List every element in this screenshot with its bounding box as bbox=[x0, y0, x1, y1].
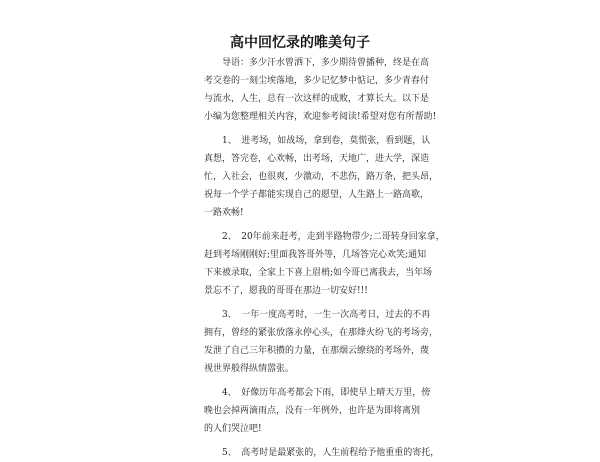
paragraph-line: 一路欢畅! bbox=[204, 208, 244, 218]
paragraph-line: 小编为您整理相关内容，欢迎参考阅读!希望对您有所帮助! bbox=[204, 112, 437, 122]
paragraph-line: 拥有，曾经的紧张放落永停心头，在那烽火纷飞的考场旁， bbox=[204, 328, 439, 338]
paragraph-line: 5、 高考时是最紧张的，人生前程给予他重重的寄托， bbox=[222, 448, 440, 458]
paragraph-line: 赶到考场刚刚好;里面我答哥外等，几场答完心欢笑;通知 bbox=[204, 250, 427, 260]
paragraph-line: 忙，入社会，也很爽，少激动，不悲伤，路万条，把头昂， bbox=[204, 172, 439, 182]
numbered-paragraph-5 bbox=[204, 444, 440, 462]
paragraph-line: 1、 进考场，如战场，拿到卷，莫慌张，看到题，认 bbox=[222, 136, 431, 146]
paragraph-line: 导语：多少汗水曾洒下，多少期待曾播种，终是在高 bbox=[222, 58, 430, 68]
paragraph-line: 祝每一个学子都能实现自己的愿望，人生路上一路高歌， bbox=[204, 190, 430, 200]
document-title: 高中回忆录的唯美句子 bbox=[230, 35, 370, 51]
numbered-paragraph-3 bbox=[204, 306, 439, 378]
paragraph-line: 4、 好像历年高考都会下雨，即使早上晴天万里，傍 bbox=[222, 388, 431, 398]
paragraph-line: 3、 一年一度高考时，一生一次高考日，过去的不再 bbox=[222, 310, 431, 320]
paragraph-line: 发泄了自己三年积攒的力量，在那烟云缭绕的考场外，蔑 bbox=[204, 346, 430, 356]
paragraph-line: 景忘不了，愿我的哥哥在那边一切安好!!! bbox=[204, 286, 368, 296]
document-body bbox=[204, 54, 445, 462]
paragraph-line: 下来被录取，全家上下喜上眉梢;如今哥已离我去，当年场 bbox=[204, 268, 433, 278]
paragraph-line: 与流水，人生，总有一次这样的成败，才算长大。以下是 bbox=[204, 94, 430, 104]
paragraph-line: 2、 20年前来赶考，走到半路物带少;二哥转身回家拿， bbox=[222, 232, 445, 242]
numbered-paragraph-4 bbox=[204, 384, 431, 438]
paragraph-line: 真想，答完卷，心欢畅，出考场，天地广，进大学，深造 bbox=[204, 154, 430, 164]
paragraph-line: 的人们哭泣吧! bbox=[204, 424, 262, 434]
numbered-paragraph-1 bbox=[204, 132, 439, 222]
numbered-paragraph-2 bbox=[204, 228, 445, 300]
paragraph-line: 考交卷的一刻尘埃落地，多少记忆梦中惦记，多少青春付 bbox=[204, 76, 430, 86]
intro-paragraph bbox=[204, 54, 437, 126]
paragraph-line: 晚也会掉两滴雨点，没有一年例外，也许是为即将离别 bbox=[204, 406, 421, 416]
paragraph-line: 视世界般得纵情嚣张。 bbox=[204, 364, 295, 374]
